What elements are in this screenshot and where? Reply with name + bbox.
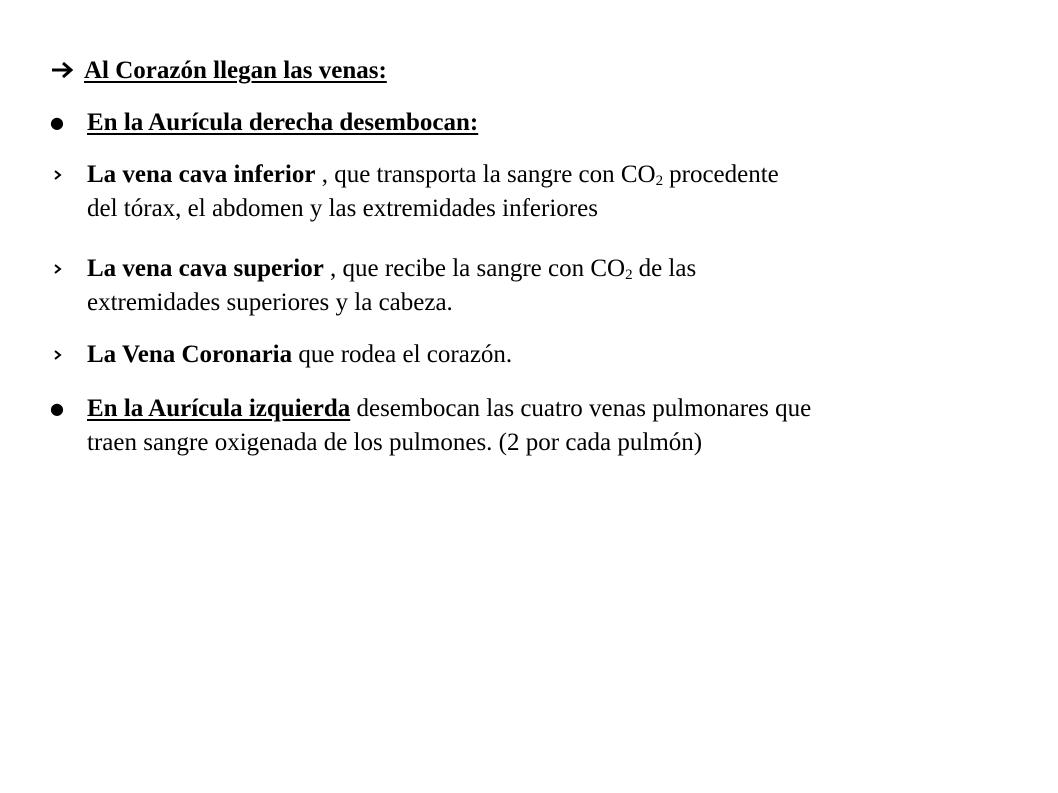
round-bullet-icon: ●	[50, 113, 64, 132]
left-atrium-heading: En la Aurícula izquierda	[87, 395, 351, 422]
vein-superior-subscript: 2	[625, 267, 633, 283]
arrowhead-bullet-icon	[52, 169, 64, 181]
left-atrium-line2: traen sangre oxigenada de los pulmones. (2 por cada pulmón)	[87, 429, 703, 456]
right-atrium-heading: En la Aurícula derecha desembocan:	[87, 109, 479, 136]
vein-inferior-subscript: 2	[655, 173, 664, 189]
vein-coronary-desc: que rodea el corazón.	[292, 341, 513, 368]
left-atrium-desc: desembocan las cuatro venas pulmonares que	[350, 395, 812, 422]
vein-inferior-line2: del tórax, el abdomen y las extremidades inferiores	[87, 195, 598, 222]
slide-heading	[50, 55, 387, 87]
arrowhead-bullet-icon	[52, 263, 64, 275]
heading-text: Al Corazón llegan las venas:	[84, 57, 387, 84]
vein-superior-desc-end: de las	[638, 255, 697, 282]
vein-inferior-line1	[87, 159, 779, 197]
left-atrium-line1	[87, 393, 811, 425]
vein-inferior-desc: , que transporta la sangre con CO	[315, 161, 656, 188]
vein-superior-line2: extremidades superiores y la cabeza.	[87, 289, 453, 316]
right-arrow-icon	[50, 60, 76, 80]
vein-coronary-name: La Vena Coronaria	[87, 341, 293, 368]
vein-inferior-desc-end: procedente	[669, 161, 779, 188]
vein-inferior-name: La vena cava inferior	[87, 161, 316, 188]
round-bullet-icon: ●	[50, 399, 64, 418]
vein-superior-line1	[87, 253, 696, 291]
vein-superior-name: La vena cava superior	[87, 255, 324, 282]
arrowhead-bullet-icon	[52, 349, 64, 361]
vein-superior-desc: , que recibe la sangre con CO	[323, 255, 626, 282]
vein-coronary-line	[87, 339, 512, 371]
